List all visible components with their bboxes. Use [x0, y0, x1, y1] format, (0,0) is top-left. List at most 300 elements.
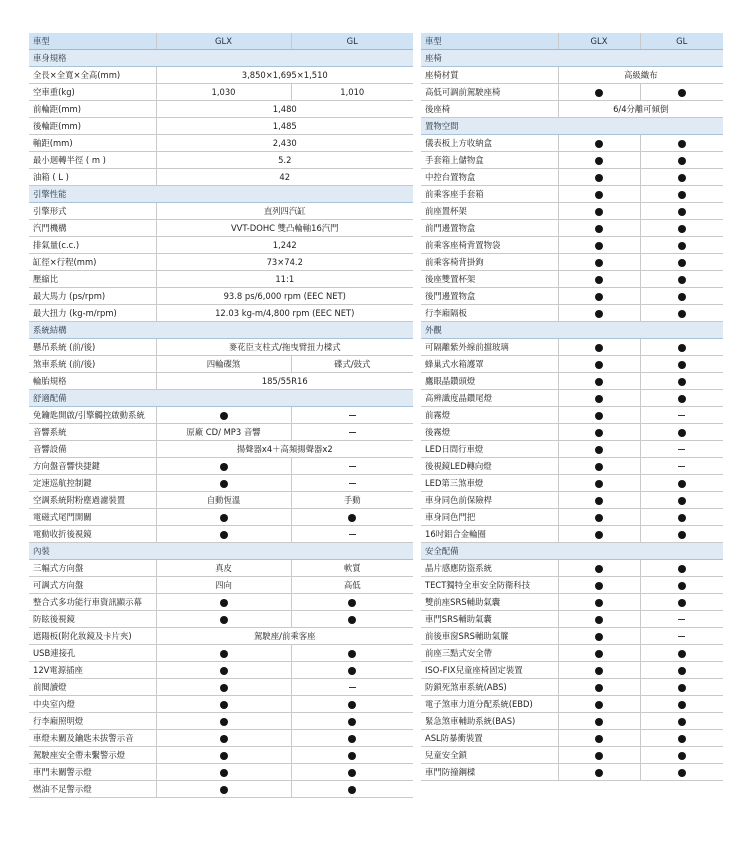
spec-value-both: 麥花臣支柱式/拖曳臂扭力樑式: [156, 339, 413, 356]
filled-circle-icon: [220, 463, 228, 471]
spec-label: 前後車窗SRS輔助氣簾: [421, 628, 558, 645]
filled-circle-icon: [678, 769, 686, 777]
spec-row: [421, 424, 723, 441]
spec-row: [421, 203, 723, 220]
spec-label: 行李廂隔板: [421, 305, 558, 322]
filled-circle-icon: [595, 429, 603, 437]
filled-circle-icon: [678, 497, 686, 505]
included-dot-icon: [291, 662, 413, 679]
included-dot-icon: [558, 696, 640, 713]
filled-circle-icon: [220, 684, 228, 692]
filled-circle-icon: [595, 395, 603, 403]
filled-circle-icon: [348, 752, 356, 760]
spec-row: [29, 220, 413, 237]
dash-icon: [678, 466, 685, 467]
spec-label: ASL防暴衝裝置: [421, 730, 558, 747]
included-dot-icon: [558, 526, 640, 543]
filled-circle-icon: [678, 242, 686, 250]
filled-circle-icon: [220, 480, 228, 488]
spec-label: 高辨識度晶鑽尾燈: [421, 390, 558, 407]
spec-row: [421, 679, 723, 696]
spec-row: [421, 458, 723, 475]
filled-circle-icon: [595, 701, 603, 709]
dash-icon: [349, 415, 356, 416]
included-dot-icon: [291, 645, 413, 662]
spec-label: 前乘客座椅背置物袋: [421, 237, 558, 254]
spec-value-both: 6/4分離可傾倒: [558, 101, 723, 118]
section-heading: 系統結構: [29, 322, 413, 339]
section-heading: 安全配備: [421, 543, 723, 560]
spec-row: [421, 594, 723, 611]
filled-circle-icon: [678, 650, 686, 658]
included-dot-icon: [156, 696, 291, 713]
spec-value-glx: 原廠 CD/ MP3 音響: [156, 424, 291, 441]
spec-row: [421, 356, 723, 373]
spec-value-both: 直列四汽缸: [156, 203, 413, 220]
spec-label: 方向盤音響快捷鍵: [29, 458, 156, 475]
spec-row: [29, 373, 413, 390]
spec-row: [29, 730, 413, 747]
included-dot-icon: [156, 713, 291, 730]
spec-label: 電動收折後視鏡: [29, 526, 156, 543]
filled-circle-icon: [678, 208, 686, 216]
spec-row: [29, 152, 413, 169]
spec-row: [29, 747, 413, 764]
included-dot-icon: [558, 577, 640, 594]
included-dot-icon: [640, 373, 723, 390]
included-dot-icon: [558, 713, 640, 730]
spec-table-left: [29, 33, 413, 798]
included-dot-icon: [558, 764, 640, 781]
filled-circle-icon: [220, 531, 228, 539]
spec-row: [29, 288, 413, 305]
spec-row: [421, 237, 723, 254]
included-dot-icon: [558, 84, 640, 101]
included-dot-icon: [640, 594, 723, 611]
spec-label: 汽門機構: [29, 220, 156, 237]
header-row: [29, 33, 413, 50]
spec-label: 緊急煞車輔助系統(BAS): [421, 713, 558, 730]
filled-circle-icon: [678, 531, 686, 539]
included-dot-icon: [156, 781, 291, 798]
spec-label: 前乘客椅背掛鉤: [421, 254, 558, 271]
spec-label: 空調系統附粉塵過濾裝置: [29, 492, 156, 509]
filled-circle-icon: [220, 514, 228, 522]
spec-value-glx: 自動恆溫: [156, 492, 291, 509]
filled-circle-icon: [595, 157, 603, 165]
filled-circle-icon: [678, 276, 686, 284]
included-dot-icon: [640, 764, 723, 781]
spec-label: 壓縮比: [29, 271, 156, 288]
included-dot-icon: [640, 186, 723, 203]
included-dot-icon: [558, 441, 640, 458]
spec-value-both: 42: [156, 169, 413, 186]
included-dot-icon: [640, 339, 723, 356]
filled-circle-icon: [678, 429, 686, 437]
spec-row: [29, 781, 413, 798]
spec-row: [421, 186, 723, 203]
filled-circle-icon: [678, 684, 686, 692]
filled-circle-icon: [678, 718, 686, 726]
spec-row: [29, 509, 413, 526]
included-dot-icon: [558, 407, 640, 424]
spec-row: [421, 390, 723, 407]
not-available-dash-icon: [640, 458, 723, 475]
spec-label: 電磁式尾門開關: [29, 509, 156, 526]
spec-value-gl: 手動: [291, 492, 413, 509]
spec-row: [421, 169, 723, 186]
section-heading-row: [29, 543, 413, 560]
filled-circle-icon: [595, 531, 603, 539]
filled-circle-icon: [595, 684, 603, 692]
included-dot-icon: [640, 645, 723, 662]
spec-value-both: 12.03 kg-m/4,800 rpm (EEC NET): [156, 305, 413, 322]
not-available-dash-icon: [640, 628, 723, 645]
filled-circle-icon: [348, 616, 356, 624]
filled-circle-icon: [220, 412, 228, 420]
filled-circle-icon: [595, 650, 603, 658]
included-dot-icon: [558, 475, 640, 492]
spec-value-both: 73×74.2: [156, 254, 413, 271]
spec-row: [29, 594, 413, 611]
spec-value-both: VVT-DOHC 雙凸輪軸16汽門: [156, 220, 413, 237]
filled-circle-icon: [678, 293, 686, 301]
included-dot-icon: [640, 679, 723, 696]
section-heading-row: [29, 322, 413, 339]
filled-circle-icon: [678, 174, 686, 182]
spec-value-both: 1,480: [156, 101, 413, 118]
filled-circle-icon: [220, 769, 228, 777]
spec-row: [421, 662, 723, 679]
spec-label: 前輪距(mm): [29, 101, 156, 118]
spec-label: 整合式多功能行車資訊顯示幕: [29, 594, 156, 611]
filled-circle-icon: [595, 463, 603, 471]
spec-label: 引擎形式: [29, 203, 156, 220]
spec-row: [421, 67, 723, 84]
spec-row: [421, 254, 723, 271]
included-dot-icon: [640, 730, 723, 747]
included-dot-icon: [640, 526, 723, 543]
filled-circle-icon: [595, 208, 603, 216]
spec-label: 前門邊置物盒: [421, 220, 558, 237]
spec-row: [421, 84, 723, 101]
section-heading-row: [421, 50, 723, 67]
spec-row: [29, 237, 413, 254]
filled-circle-icon: [595, 344, 603, 352]
spec-row: [29, 254, 413, 271]
spec-label: 中央室內燈: [29, 696, 156, 713]
spec-label: LED第三煞車燈: [421, 475, 558, 492]
dash-icon: [349, 432, 356, 433]
section-heading-row: [421, 118, 723, 135]
spec-label: 中控台置物盒: [421, 169, 558, 186]
included-dot-icon: [156, 645, 291, 662]
dash-icon: [349, 687, 356, 688]
included-dot-icon: [291, 594, 413, 611]
filled-circle-icon: [220, 701, 228, 709]
spec-label: 後視鏡LED轉向燈: [421, 458, 558, 475]
spec-label: USB連接孔: [29, 645, 156, 662]
filled-circle-icon: [595, 293, 603, 301]
spec-label: 空車重(kg): [29, 84, 156, 101]
included-dot-icon: [156, 730, 291, 747]
section-heading-row: [29, 186, 413, 203]
spec-row: [421, 764, 723, 781]
spec-label: 車門防撞鋼樑: [421, 764, 558, 781]
spec-label: 定速巡航控制鍵: [29, 475, 156, 492]
included-dot-icon: [291, 747, 413, 764]
section-heading-row: [421, 543, 723, 560]
spec-label: 排氣量(c.c.): [29, 237, 156, 254]
spec-value-both: 3,850×1,695×1,510: [156, 67, 413, 84]
spec-row: [29, 305, 413, 322]
spec-label: 可隔離紫外線前擋玻璃: [421, 339, 558, 356]
spec-label: 駕駛座安全帶未繫警示燈: [29, 747, 156, 764]
filled-circle-icon: [595, 769, 603, 777]
spec-label: 前乘客座手套箱: [421, 186, 558, 203]
spec-value-both: 1,242: [156, 237, 413, 254]
spec-label: 車燈未關及鑰匙未拔警示音: [29, 730, 156, 747]
spec-row: [421, 611, 723, 628]
filled-circle-icon: [678, 191, 686, 199]
included-dot-icon: [640, 220, 723, 237]
filled-circle-icon: [595, 497, 603, 505]
spec-row: [421, 560, 723, 577]
filled-circle-icon: [595, 174, 603, 182]
filled-circle-icon: [678, 480, 686, 488]
spec-value-both: 93.8 ps/6,000 rpm (EEC NET): [156, 288, 413, 305]
filled-circle-icon: [595, 225, 603, 233]
filled-circle-icon: [348, 769, 356, 777]
included-dot-icon: [558, 356, 640, 373]
spec-row: [421, 373, 723, 390]
filled-circle-icon: [595, 259, 603, 267]
spec-row: [421, 441, 723, 458]
filled-circle-icon: [348, 718, 356, 726]
spec-label: 後座椅: [421, 101, 558, 118]
spec-row: [421, 475, 723, 492]
spec-row: [29, 84, 413, 101]
spec-label: 12V電源插座: [29, 662, 156, 679]
spec-label: ISO-FIX兒童座椅固定裝置: [421, 662, 558, 679]
spec-label: 輪胎規格: [29, 373, 156, 390]
spec-row: [29, 560, 413, 577]
spec-value-glx: 1,030: [156, 84, 291, 101]
spec-label: 座椅材質: [421, 67, 558, 84]
included-dot-icon: [558, 373, 640, 390]
spec-row: [29, 203, 413, 220]
spec-row: [29, 764, 413, 781]
spec-label: 遮陽板(附化妝鏡及卡片夾): [29, 628, 156, 645]
included-dot-icon: [640, 492, 723, 509]
spec-row: [29, 67, 413, 84]
spec-value-gl: 軟質: [291, 560, 413, 577]
included-dot-icon: [156, 764, 291, 781]
filled-circle-icon: [595, 480, 603, 488]
not-available-dash-icon: [291, 407, 413, 424]
filled-circle-icon: [220, 650, 228, 658]
spec-label: LED日間行車燈: [421, 441, 558, 458]
spec-label: 電子煞車力道分配系統(EBD): [421, 696, 558, 713]
not-available-dash-icon: [291, 458, 413, 475]
included-dot-icon: [156, 509, 291, 526]
included-dot-icon: [558, 509, 640, 526]
included-dot-icon: [558, 288, 640, 305]
spec-label: 前霧燈: [421, 407, 558, 424]
included-dot-icon: [558, 220, 640, 237]
filled-circle-icon: [220, 718, 228, 726]
included-dot-icon: [640, 747, 723, 764]
spec-row: [421, 730, 723, 747]
included-dot-icon: [291, 781, 413, 798]
section-heading: 外觀: [421, 322, 723, 339]
section-heading: 置物空間: [421, 118, 723, 135]
spec-table-right: [421, 33, 723, 781]
spec-row: [421, 713, 723, 730]
header-gl-label: GL: [640, 33, 723, 50]
spec-label: 煞車系統 (前/後): [29, 356, 156, 373]
spec-row: [421, 628, 723, 645]
spec-label: 懸吊系統 (前/後): [29, 339, 156, 356]
header-row: [421, 33, 723, 50]
spec-row: [29, 577, 413, 594]
spec-row: [421, 305, 723, 322]
spec-label: 後霧燈: [421, 424, 558, 441]
included-dot-icon: [640, 135, 723, 152]
included-dot-icon: [156, 475, 291, 492]
filled-circle-icon: [595, 140, 603, 148]
spec-row: [421, 492, 723, 509]
included-dot-icon: [291, 509, 413, 526]
included-dot-icon: [558, 424, 640, 441]
filled-circle-icon: [595, 599, 603, 607]
spec-label: 蜂巢式水箱護罩: [421, 356, 558, 373]
filled-circle-icon: [678, 395, 686, 403]
spec-label: 最大馬力 (ps/rpm): [29, 288, 156, 305]
not-available-dash-icon: [640, 441, 723, 458]
filled-circle-icon: [595, 616, 603, 624]
included-dot-icon: [156, 594, 291, 611]
included-dot-icon: [291, 611, 413, 628]
spec-label: TECT獨特全車安全防衛科技: [421, 577, 558, 594]
spec-label: 油箱 ( L ): [29, 169, 156, 186]
filled-circle-icon: [678, 140, 686, 148]
included-dot-icon: [558, 271, 640, 288]
spec-value-gl: 1,010: [291, 84, 413, 101]
included-dot-icon: [640, 577, 723, 594]
not-available-dash-icon: [291, 424, 413, 441]
filled-circle-icon: [220, 752, 228, 760]
included-dot-icon: [558, 560, 640, 577]
included-dot-icon: [291, 713, 413, 730]
spec-label: 前閱讀燈: [29, 679, 156, 696]
filled-circle-icon: [678, 259, 686, 267]
included-dot-icon: [291, 764, 413, 781]
included-dot-icon: [558, 747, 640, 764]
included-dot-icon: [558, 611, 640, 628]
included-dot-icon: [291, 696, 413, 713]
filled-circle-icon: [595, 412, 603, 420]
spec-label: 雙前座SRS輔助氣囊: [421, 594, 558, 611]
spec-value-both: 11:1: [156, 271, 413, 288]
included-dot-icon: [156, 458, 291, 475]
spec-row: [29, 135, 413, 152]
spec-label: 前座置杯架: [421, 203, 558, 220]
filled-circle-icon: [678, 157, 686, 165]
filled-circle-icon: [348, 650, 356, 658]
filled-circle-icon: [220, 667, 228, 675]
spec-label: 行李廂照明燈: [29, 713, 156, 730]
filled-circle-icon: [595, 310, 603, 318]
filled-circle-icon: [220, 599, 228, 607]
spec-label: 車身同色前保險桿: [421, 492, 558, 509]
spec-row: [29, 713, 413, 730]
spec-row: [421, 152, 723, 169]
filled-circle-icon: [678, 667, 686, 675]
included-dot-icon: [558, 169, 640, 186]
spec-row: [29, 441, 413, 458]
spec-row: [421, 288, 723, 305]
filled-circle-icon: [678, 599, 686, 607]
dash-icon: [678, 449, 685, 450]
spec-row: [421, 220, 723, 237]
spec-row: [29, 475, 413, 492]
filled-circle-icon: [678, 344, 686, 352]
dash-icon: [349, 534, 356, 535]
spec-row: [421, 645, 723, 662]
filled-circle-icon: [348, 735, 356, 743]
spec-row: [29, 662, 413, 679]
section-heading: 引擎性能: [29, 186, 413, 203]
section-heading-row: [29, 390, 413, 407]
spec-label: 免鑰匙開啟/引擎觸控啟動系統: [29, 407, 156, 424]
spec-row: [29, 628, 413, 645]
included-dot-icon: [558, 645, 640, 662]
included-dot-icon: [558, 594, 640, 611]
spec-row: [29, 492, 413, 509]
spec-label: 晶片感應防盜系統: [421, 560, 558, 577]
spec-label: 防鎖死煞車系統(ABS): [421, 679, 558, 696]
included-dot-icon: [640, 305, 723, 322]
filled-circle-icon: [595, 735, 603, 743]
spec-row: [29, 424, 413, 441]
filled-circle-icon: [595, 89, 603, 97]
filled-circle-icon: [595, 276, 603, 284]
included-dot-icon: [640, 509, 723, 526]
spec-label: 鷹眼晶鑽頭燈: [421, 373, 558, 390]
spec-label: 三幅式方向盤: [29, 560, 156, 577]
spec-value-glx: 真皮: [156, 560, 291, 577]
included-dot-icon: [558, 305, 640, 322]
spec-label: 音響設備: [29, 441, 156, 458]
spec-label: 高低可調前駕駛座椅: [421, 84, 558, 101]
spec-row: [29, 118, 413, 135]
filled-circle-icon: [220, 616, 228, 624]
included-dot-icon: [156, 407, 291, 424]
spec-label: 音響系統: [29, 424, 156, 441]
spec-row: [29, 407, 413, 424]
included-dot-icon: [558, 152, 640, 169]
section-heading: 座椅: [421, 50, 723, 67]
spec-value-glx: 四向: [156, 577, 291, 594]
spec-label: 防眩後視鏡: [29, 611, 156, 628]
spec-label: 儀表板上方收納盒: [421, 135, 558, 152]
included-dot-icon: [640, 237, 723, 254]
not-available-dash-icon: [291, 679, 413, 696]
header-model-label: 車型: [421, 33, 558, 50]
included-dot-icon: [640, 475, 723, 492]
spec-value-both: 揚聲器x4＋高頻揚聲器x2: [156, 441, 413, 458]
